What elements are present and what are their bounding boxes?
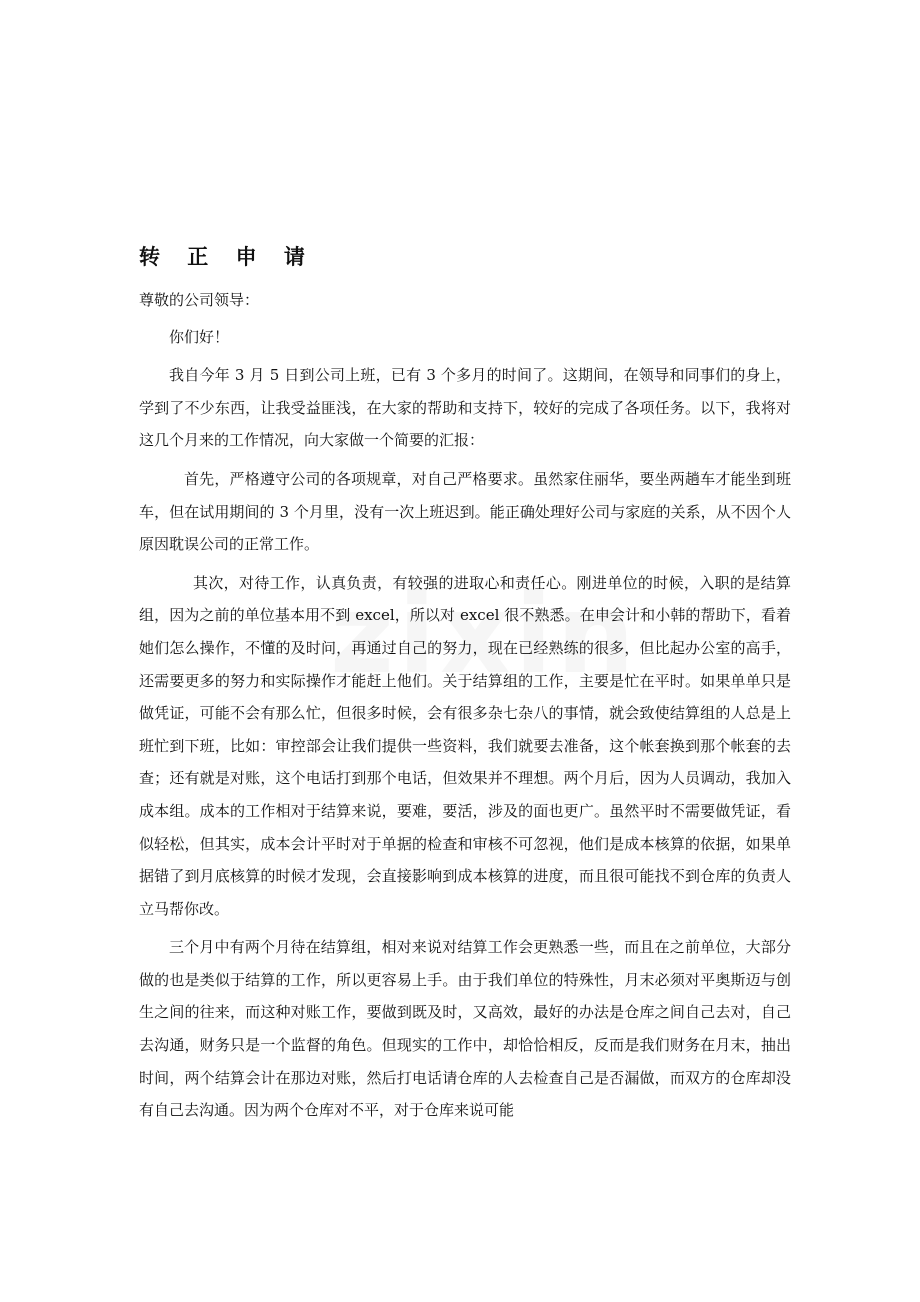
salutation: 尊敬的公司领导： <box>139 291 260 309</box>
document-body <box>139 284 791 1127</box>
greeting: 你们好！ <box>169 327 230 346</box>
paragraph-settlement-work: 三个月中有两个月待在结算组，相对来说对结算工作会更熟悉一些，而且在之前单位，大部分做的也是类似于结算的工作，所以更容易上手。由于我们单位的特殊性，月末必须对平奥斯迈与创生之间的往来，而这种对账工作，要做到既及时，又高效，最好的办法是仓库之间自己去对，自己去沟通，财务只是一个监督的角色。但现实的工作中，却恰恰相反，反而是我们财务在月末，抽出时间，两个结算会计在那边对账，然后打电话请仓库的人去检查自己是否漏做，而双方的仓库却没有自己去沟通。因为两个仓库对不平，对于仓库来说可能 <box>139 938 791 1120</box>
paragraph-intro: 我自今年 3 月 5 日到公司上班，已有 3 个多月的时间了。这期间，在领导和同事们的身上，学到了不少东西，让我受益匪浅，在大家的帮助和支持下，较好的完成了各项任务。以下，我将对这几个月来的工作情况，向大家做一个简要的汇报： <box>139 366 791 450</box>
document-title: 转 正 申 请 <box>139 245 315 269</box>
paragraph-discipline: 首先，严格遵守公司的各项规章，对自己严格要求。虽然家住丽华，要坐两趟车才能坐到班车，但在试用期间的 3 个月里，没有一次上班迟到。能正确处理好公司与家庭的关系，从不因个人原因耽误公司的正常工作。 <box>139 469 791 554</box>
paragraph-work-attitude: 其次，对待工作，认真负责，有较强的进取心和责任心。刚进单位的时候，入职的是结算组，因为之前的单位基本用不到 excel，所以对 excel 很不熟悉。在申会计和小韩的帮助下，看着她们怎么操作，不懂的及时问，再通过自己的努力，现在已经熟练的很多，但比起办公室的高手，还需要更多的努力和实际操作才能赶上他们。关于结算组的工作，主要是忙在平时。如果单单只是做凭证，可能不会有那么忙，但很多时候，会有很多杂七杂八的事情，就会致使结算组的人总是上班忙到下班，比如：审控部会让我们提供一些资料，我们就要去准备，这个帐套换到那个帐套的去查；还有就是对账，这个电话打到那个电话，但效果并不理想。两个月后，因为人员调动，我加入成本组。成本的工作相对于结算来说，要难，要活，涉及的面也更广。虽然平时不需要做凭证，看似轻松，但其实，成本会计平时对于单据的检查和审核不可忽视，他们是成本核算的依据，如果单据错了到月底核算的时候才发现，会直接影响到成本核算的进度，而且很可能找不到仓库的负责人立马帮你改。 <box>139 573 791 918</box>
